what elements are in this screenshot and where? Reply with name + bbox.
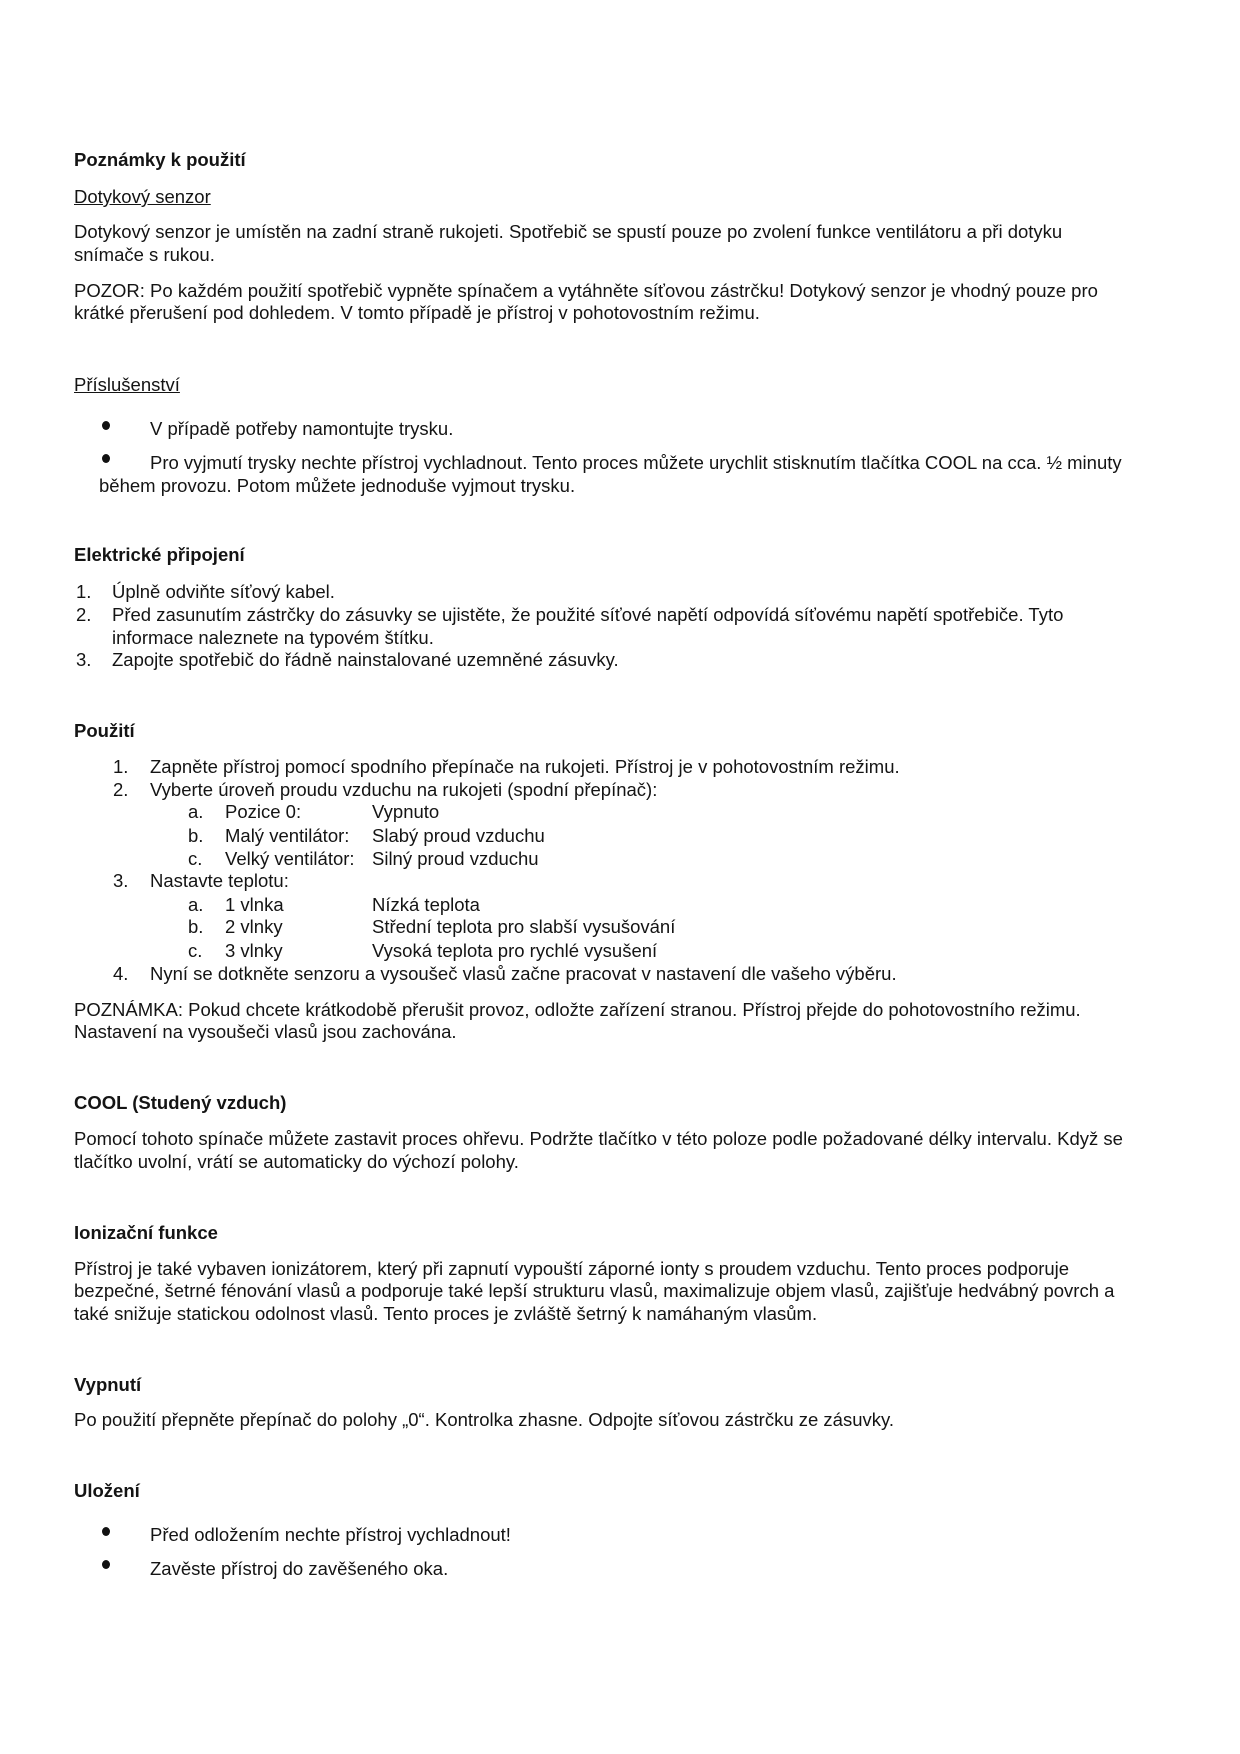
paragraph-line: snímače s rukou. (74, 244, 215, 265)
list-item: V případě potřeby namontujte trysku. (150, 418, 454, 439)
section-heading-usage: Použití (74, 720, 135, 741)
sub-list-value: Silný proud vzduchu (372, 848, 539, 869)
list-item: Před zasunutím zástrčky do zásuvky se ujistěte, že použité síťové napětí odpovídá síťovému napětí spotřebiče. Tyto (112, 604, 1064, 625)
sub-list-value: Slabý proud vzduchu (372, 825, 545, 846)
list-item: Vyberte úroveň proudu vzduchu na rukojeti (spodní přepínač): (150, 779, 658, 800)
sub-list-label: 2 vlnky (225, 916, 283, 937)
section-heading-ionization: Ionizační funkce (74, 1222, 218, 1243)
list-number: 1. (113, 756, 129, 777)
sub-list-value: Vysoká teplota pro rychlé vysušení (372, 940, 658, 961)
bullet-icon (102, 421, 110, 430)
sub-list-label: 3 vlnky (225, 940, 283, 961)
list-number: 3. (113, 870, 129, 891)
section-heading-accessories: Příslušenství (74, 374, 180, 395)
bullet-icon (102, 454, 110, 463)
bullet-icon (102, 1527, 110, 1536)
warning-line: krátké přerušení pod dohledem. V tomto případě je přístroj v pohotovostním režimu. (74, 302, 760, 323)
paragraph-line: tlačítko uvolní, vrátí se automaticky do výchozí polohy. (74, 1151, 519, 1172)
list-item: Zapojte spotřebič do řádně nainstalované uzemněné zásuvky. (112, 649, 619, 670)
list-item-continuation: během provozu. Potom můžete jednoduše vyjmout trysku. (99, 475, 576, 496)
list-item: Zavěste přístroj do zavěšeného oka. (150, 1558, 449, 1579)
list-number: 2. (76, 604, 92, 625)
list-item: Úplně odviňte síťový kabel. (112, 581, 335, 602)
note-line: POZNÁMKA: Pokud chcete krátkodobě přerušit provoz, odložte zařízení stranou. Přístroj přejde do pohotovostního režimu. (74, 999, 1081, 1020)
paragraph-line: bezpečné, šetrné fénování vlasů a podporuje také lepší strukturu vlasů, maximalizuje objem vlasů, zajišťuje hedvábný povrch a (74, 1280, 1115, 1301)
list-item-continuation: informace naleznete na typovém štítku. (112, 627, 434, 648)
paragraph-line: Dotykový senzor je umístěn na zadní straně rukojeti. Spotřebič se spustí pouze po zvolení funkce ventilátoru a při dotyku (74, 221, 1063, 242)
note-line: Nastavení na vysoušeči vlasů jsou zachována. (74, 1021, 457, 1042)
paragraph-line: Pomocí tohoto spínače můžete zastavit proces ohřevu. Podržte tlačítko v této poloze podle požadované délky intervalu. Když se (74, 1128, 1123, 1149)
sub-list-letter: b. (188, 825, 204, 846)
sub-list-letter: b. (188, 916, 204, 937)
list-item: Před odložením nechte přístroj vychladnout! (150, 1524, 511, 1545)
section-heading-storage: Uložení (74, 1480, 140, 1501)
sub-list-value: Nízká teplota (372, 894, 480, 915)
section-heading-cool: COOL (Studený vzduch) (74, 1092, 287, 1113)
sub-list-letter: c. (188, 940, 203, 961)
sub-list-value: Střední teplota pro slabší vysušování (372, 916, 676, 937)
sub-list-label: Malý ventilátor: (225, 825, 350, 846)
list-number: 1. (76, 581, 92, 602)
bullet-icon (102, 1560, 110, 1569)
sub-list-letter: a. (188, 801, 204, 822)
page-title: Poznámky k použití (74, 149, 246, 170)
paragraph-line: také snižuje statickou odolnost vlasů. Tento proces je zvláště šetrný k namáhaným vlasům. (74, 1303, 818, 1324)
sub-list-value: Vypnuto (372, 801, 440, 822)
sub-list-label: 1 vlnka (225, 894, 284, 915)
list-item: Pro vyjmutí trysky nechte přístroj vychladnout. Tento proces můžete urychlit stisknutím tlačítka COOL na cca. ½ minuty (150, 452, 1122, 473)
list-number: 3. (76, 649, 92, 670)
warning-line: POZOR: Po každém použití spotřebič vypněte spínačem a vytáhněte síťovou zástrčku! Dotykový senzor je vhodný pouze pro (74, 280, 1098, 301)
sub-list-letter: c. (188, 848, 203, 869)
sub-list-label: Velký ventilátor: (225, 848, 355, 869)
section-heading-electrical: Elektrické připojení (74, 544, 245, 565)
paragraph-line: Po použití přepněte přepínač do polohy „0“. Kontrolka zhasne. Odpojte síťovou zástrčku ze zásuvky. (74, 1409, 895, 1430)
paragraph-line: Přístroj je také vybaven ionizátorem, který při zapnutí vypouští záporné ionty s proudem vzduchu. Tento proces podporuje (74, 1258, 1070, 1279)
section-heading-touch-sensor: Dotykový senzor (74, 186, 211, 207)
list-item: Zapněte přístroj pomocí spodního přepínače na rukojeti. Přístroj je v pohotovostním režimu. (150, 756, 900, 777)
list-item: Nyní se dotkněte senzoru a vysoušeč vlasů začne pracovat v nastavení dle vašeho výběru. (150, 963, 897, 984)
sub-list-letter: a. (188, 894, 204, 915)
list-number: 4. (113, 963, 129, 984)
list-number: 2. (113, 779, 129, 800)
list-item: Nastavte teplotu: (150, 870, 289, 891)
section-heading-shutdown: Vypnutí (74, 1374, 142, 1395)
sub-list-label: Pozice 0: (225, 801, 302, 822)
